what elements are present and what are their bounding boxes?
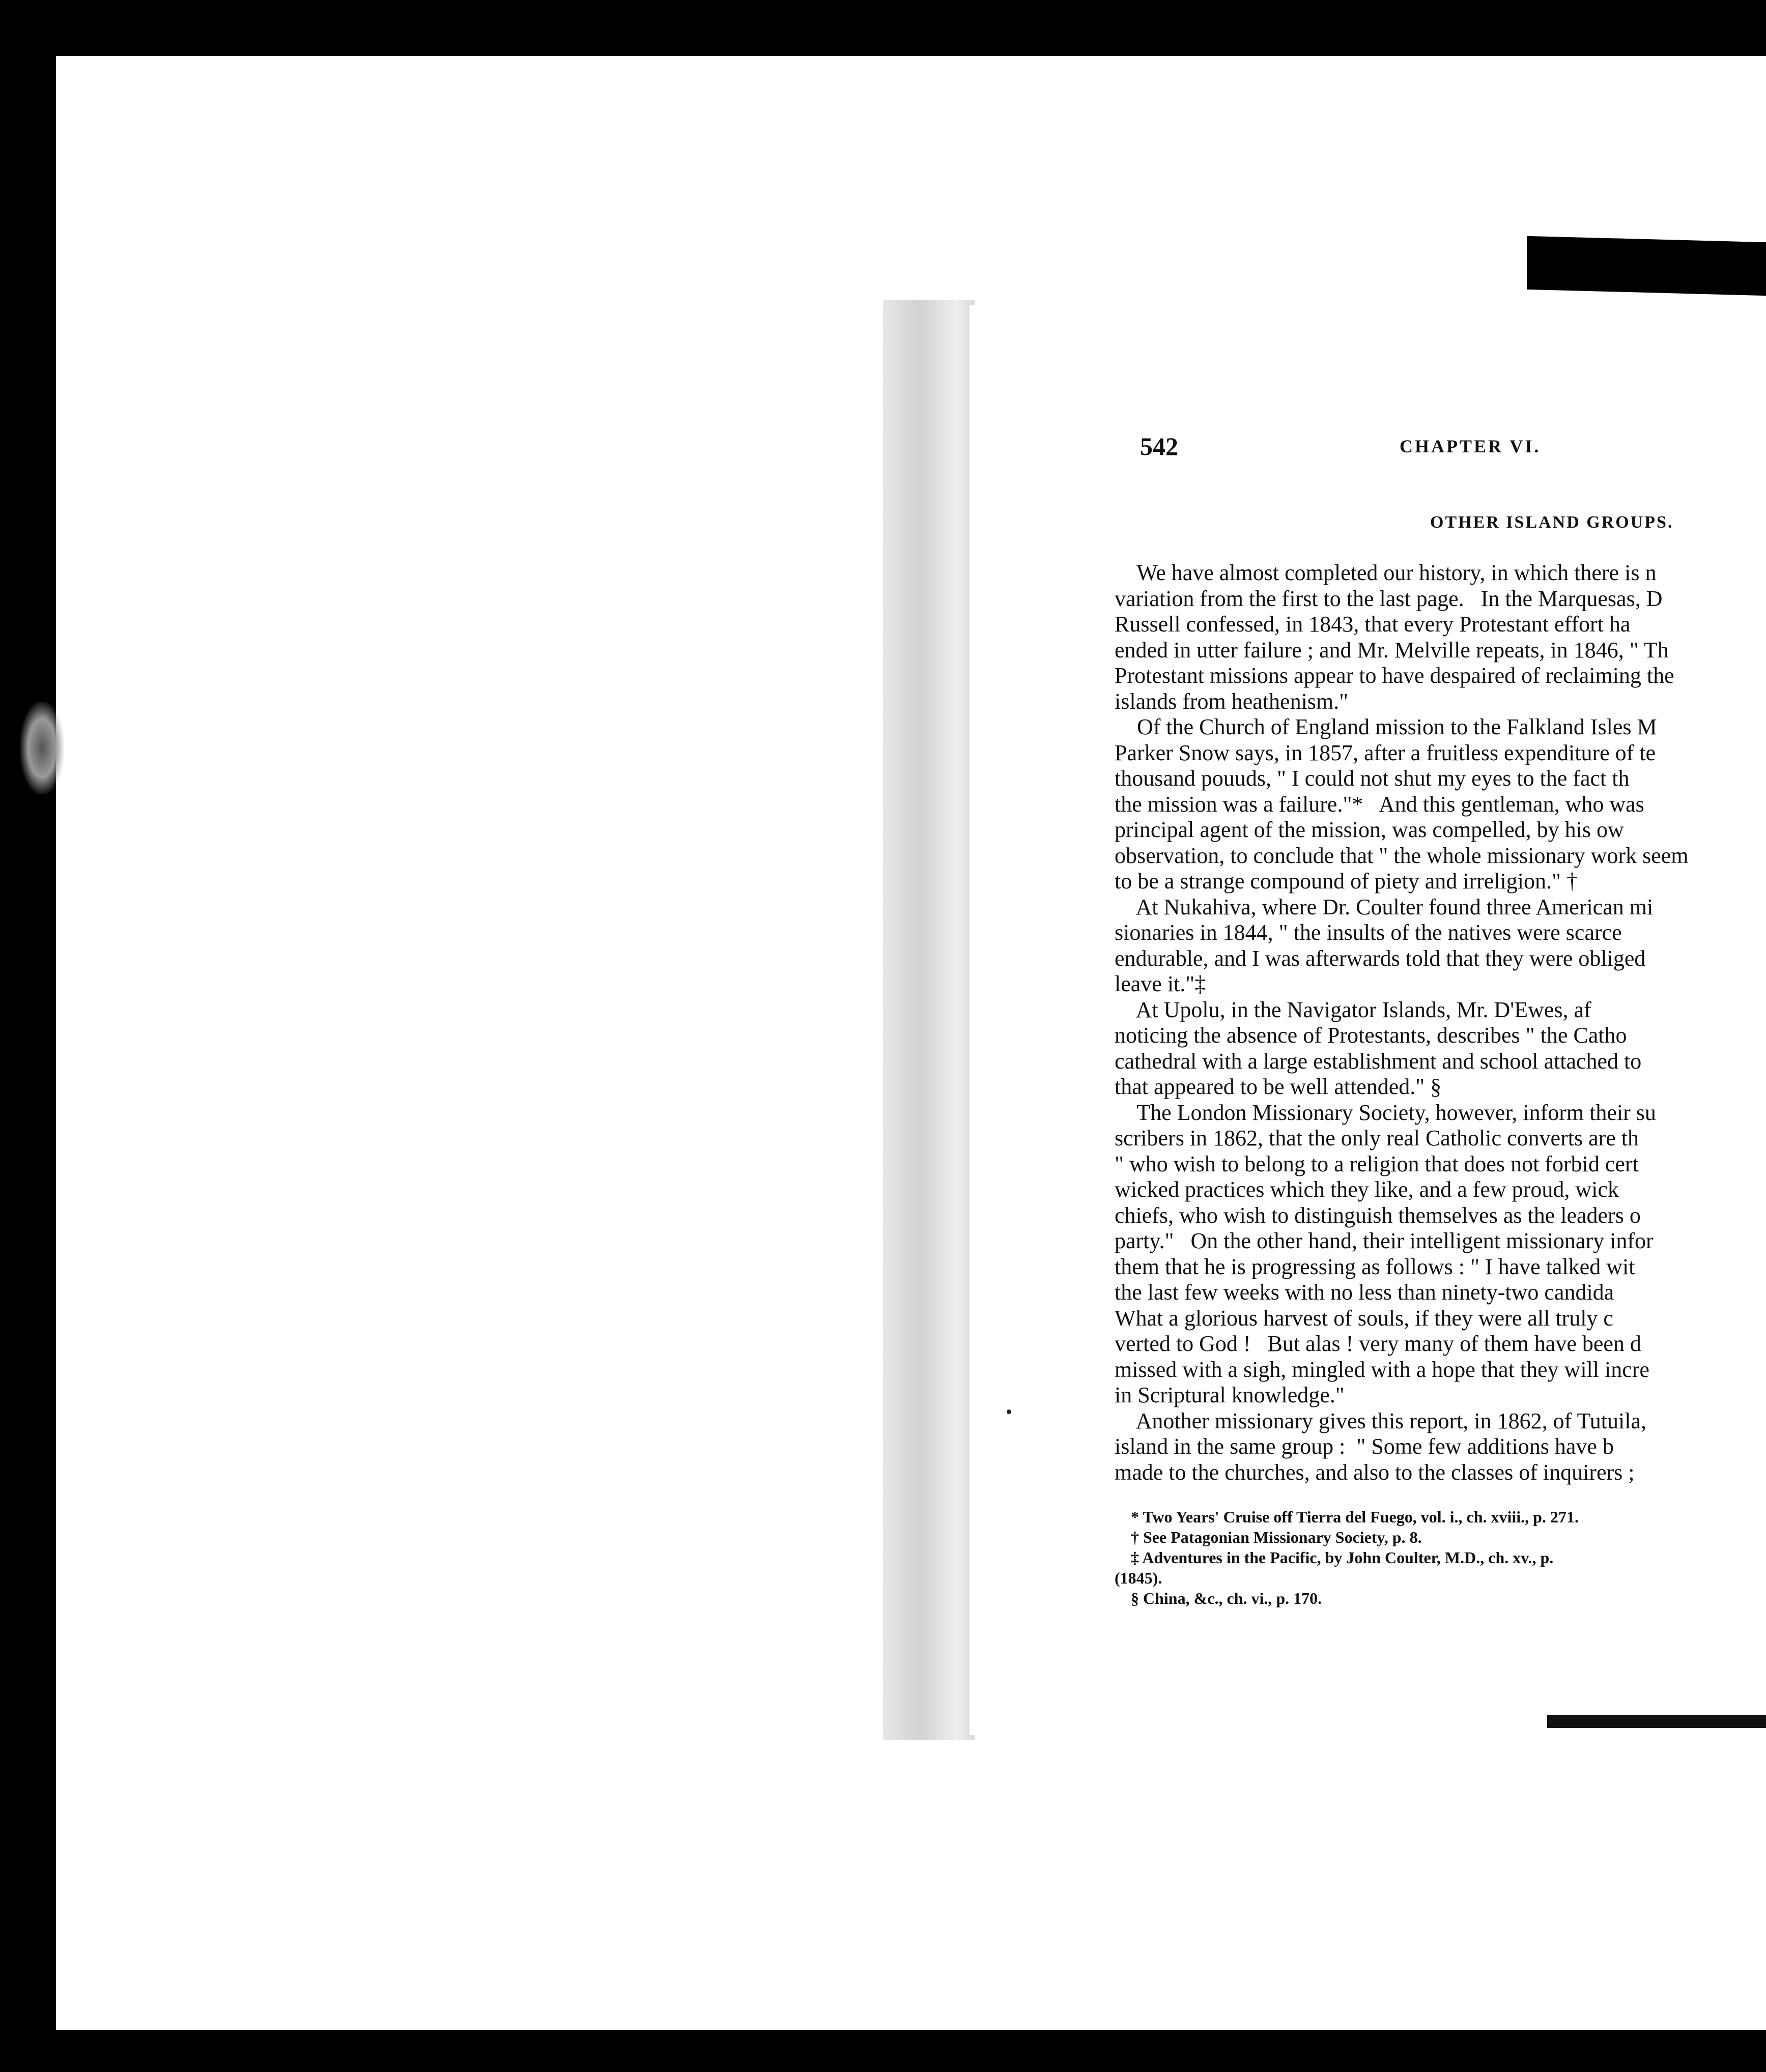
body-line: missed with a sigh, mingled with a hope that they will incre [1115, 1357, 1649, 1382]
body-line: chiefs, who wish to distinguish themselves as the leaders o [1115, 1202, 1641, 1228]
body-line: made to the churches, and also to the classes of inquirers ; [1115, 1459, 1635, 1485]
footnotes [1115, 1507, 1766, 1608]
body-line: ended in utter failure ; and Mr. Melville repeats, in 1846, " Th [1115, 637, 1669, 663]
body-line: The London Missionary Society, however, inform their su [1115, 1100, 1656, 1125]
body-line: At Nukahiva, where Dr. Coulter found three American mi [1115, 894, 1654, 919]
body-line: the last few weeks with no less than ninety-two candida [1115, 1280, 1614, 1305]
body-line: noticing the absence of Protestants, describes " the Catho [1115, 1023, 1627, 1048]
section-title: OTHER ISLAND GROUPS. [1430, 513, 1674, 532]
scan-smudge [20, 702, 64, 794]
body-line: cathedral with a large establishment and school attached to [1115, 1048, 1642, 1074]
body-line: in Scriptural knowledge." [1115, 1383, 1345, 1407]
body-line: Russell confessed, in 1843, that every Protestant effort ha [1115, 612, 1631, 637]
body-line: endurable, and I was afterwards told that they were obliged [1115, 945, 1646, 971]
body-line: islands from heathenism." [1115, 688, 1349, 714]
body-line: island in the same group : " Some few additions have b [1115, 1434, 1614, 1459]
scan-bar-top [1527, 236, 1766, 296]
body-line: leave it."‡ [1115, 971, 1206, 996]
body-line: We have almost completed our history, in which there is n [1115, 560, 1657, 585]
footnote-line: (1845). [1115, 1569, 1162, 1587]
body-line: At Upolu, in the Navigator Islands, Mr. D'Ewes, af [1115, 997, 1591, 1022]
page-number: 542 [1140, 432, 1178, 461]
body-text [1115, 560, 1766, 1485]
film-frame-bottom [0, 2030, 1766, 2072]
body-line: scribers in 1862, that the only real Catholic converts are th [1115, 1126, 1639, 1150]
film-frame-top [0, 0, 1766, 56]
page-edge-shadow [883, 300, 975, 1740]
body-line: sionaries in 1844, " the insults of the natives were scarce [1115, 920, 1622, 945]
body-line: Of the Church of England mission to the Falkland Isles M [1115, 714, 1657, 739]
running-head [1115, 427, 1766, 473]
body-line: principal agent of the mission, was compelled, by his ow [1115, 817, 1624, 842]
scan-bar-bottom [1547, 1715, 1766, 1728]
body-line: What a glorious harvest of souls, if they were all truly c [1115, 1305, 1613, 1331]
body-line: Another missionary gives this report, in 1862, of Tutuila, [1115, 1408, 1646, 1433]
film-frame-tick [20, 2056, 51, 2072]
chapter-title: CHAPTER VI. [1400, 436, 1541, 456]
body-line: wicked practices which they like, and a few proud, wick [1115, 1177, 1619, 1202]
body-line: them that he is progressing as follows : " I have talked wit [1115, 1254, 1635, 1279]
body-line: variation from the first to the last page. In the Marquesas, D [1115, 586, 1663, 611]
body-line: the mission was a failure."* And this gentleman, who was [1115, 791, 1644, 817]
body-line: observation, to conclude that " the whole missionary work seem [1115, 843, 1689, 868]
body-line: thousand pouuds, " I could not shut my eyes to the fact th [1115, 766, 1630, 791]
footnote-line: ‡ Adventures in the Pacific, by John Coulter, M.D., ch. xv., p. [1115, 1548, 1554, 1567]
body-line: verted to God ! But alas ! very many of them have been d [1115, 1331, 1641, 1356]
body-line: to be a strange compound of piety and irreligion." † [1115, 869, 1578, 894]
footnote-line: * Two Years' Cruise off Tierra del Fuego, vol. i., ch. xviii., p. 271. [1115, 1508, 1579, 1526]
body-line: Parker Snow says, in 1857, after a fruitless expenditure of te [1115, 740, 1656, 765]
footnote-line: § China, &c., ch. vi., p. 170. [1115, 1589, 1322, 1607]
footnote-line: † See Patagonian Missionary Society, p. 8. [1115, 1528, 1422, 1546]
body-line: that appeared to be well attended." § [1115, 1074, 1442, 1099]
body-line: " who wish to belong to a religion that does not forbid cert [1115, 1151, 1639, 1176]
page-text-block [1115, 427, 1766, 1608]
margin-dot [1007, 1409, 1011, 1414]
body-line: party." On the other hand, their intelligent missionary infor [1115, 1228, 1654, 1253]
body-line: Protestant missions appear to have despaired of reclaiming the [1115, 663, 1674, 688]
film-frame-left [0, 0, 56, 2072]
